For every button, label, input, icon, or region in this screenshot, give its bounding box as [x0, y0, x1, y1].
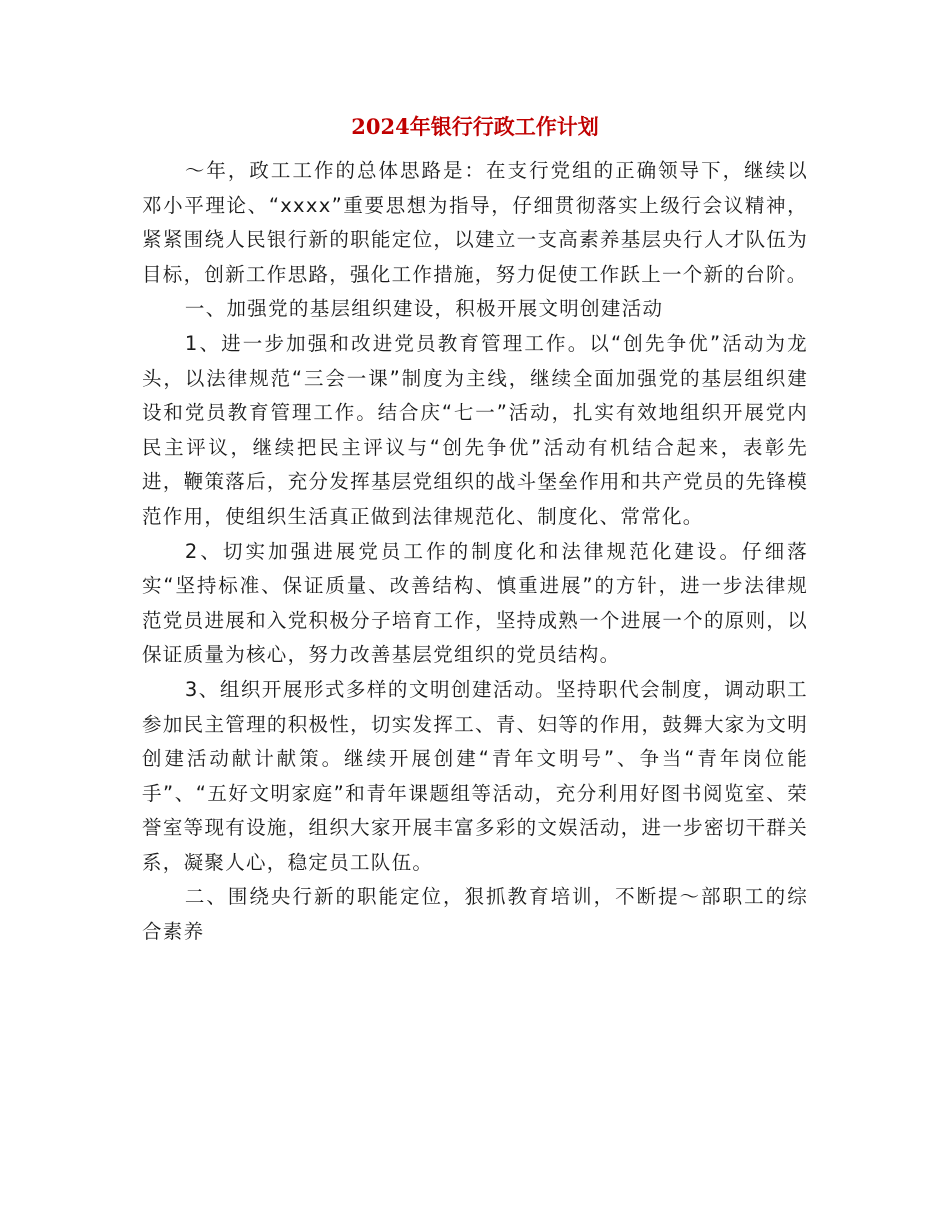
- document-body: [142, 154, 808, 950]
- section-heading-1: 一、加强党的基层组织建设，积极开展文明创建活动: [184, 297, 664, 321]
- paragraph-item-3: 3、组织开展形式多样的文明创建活动。坚持职代会制度，调动职工参加民主管理的积极性，切实发挥工、青、妇等的作用，鼓舞大家为文明创建活动献计献策。继续开展创建“青年文明号”、争当“青年岗位能手”、“五好文明家庭”和青年课题组等活动，充分利用好图书阅览室、荣誉室等现有设施，组织大家开展丰富多彩的文娱活动，进一步密切干群关系，凝聚人心，稳定员工队伍。: [142, 677, 808, 874]
- paragraph-intro: ～年，政工工作的总体思路是：在支行党组的正确领导下，继续以邓小平理论、“xxxx”重要思想为指导，仔细贯彻落实上级行会议精神，紧紧围绕人民银行新的职能定位，以建立一支高素养基层央行人才队伍为目标，创新工作思路，强化工作措施，努力促使工作跃上一个新的台阶。: [142, 159, 808, 286]
- section-heading-2: 二、围绕央行新的职能定位，狠抓教育培训，不断提～部职工的综合素养: [142, 885, 808, 944]
- paragraph-item-1: 1、进一步加强和改进党员教育管理工作。以“创先争优”活动为龙头，以法律规范“三会一课”制度为主线，继续全面加强党的基层组织建设和党员教育管理工作。结合庆“七一”活动，扎实有效地组织开展党内民主评议，继续把民主评议与“创先争优”活动有机结合起来，表彰先进，鞭策落后，充分发挥基层党组织的战斗堡垒作用和共产党员的先锋模范作用，使组织生活真正做到法律规范化、制度化、常常化。: [142, 331, 808, 528]
- page-title: 2024年银行行政工作计划: [351, 114, 599, 139]
- paragraph-item-2: 2、切实加强进展党员工作的制度化和法律规范化建设。仔细落实“坚持标准、保证质量、改善结构、慎重进展”的方针，进一步法律规范党员进展和入党积极分子培育工作，坚持成熟一个进展一个的原则，以保证质量为核心，努力改善基层党组织的党员结构。: [142, 539, 808, 667]
